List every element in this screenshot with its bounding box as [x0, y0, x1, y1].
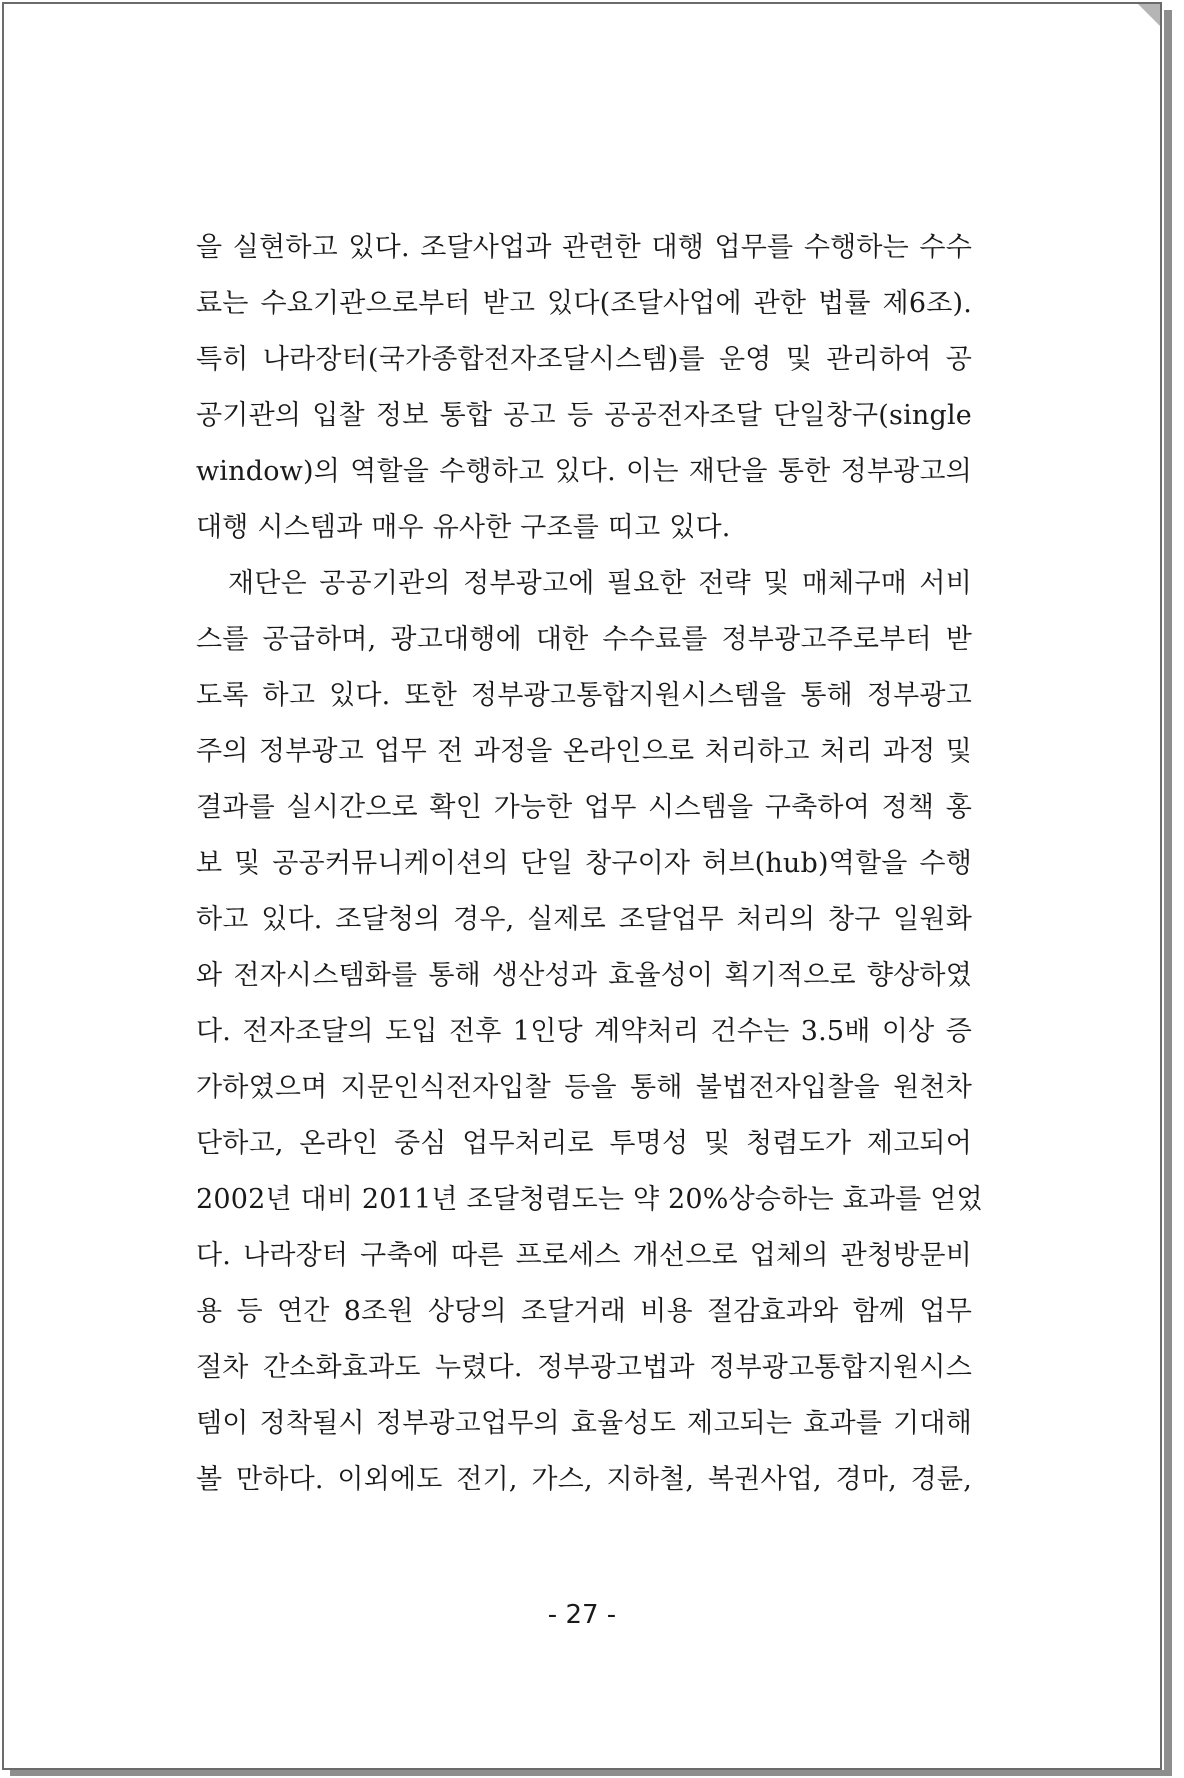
text-line: 템이 정착될시 정부광고업무의 효율성도 제고되는 효과를 기대해: [196, 1408, 972, 1439]
text-line: 보 및 공공커뮤니케이션의 단일 창구이자 허브(hub)역할을 수행: [196, 848, 972, 879]
text-line: 결과를 실시간으로 확인 가능한 업무 시스템을 구축하여 정책 홍: [196, 792, 972, 823]
text-line: 단하고, 온라인 중심 업무처리로 투명성 및 청렴도가 제고되어: [196, 1128, 972, 1159]
text-line: 가하였으며 지문인식전자입찰 등을 통해 불법전자입찰을 원천차: [196, 1072, 972, 1103]
paragraph-1: [196, 220, 972, 556]
text-line: 특히 나라장터(국가종합전자조달시스템)를 운영 및 관리하여 공: [196, 344, 972, 375]
page-number: - 27 -: [547, 1600, 617, 1630]
text-line: 다. 전자조달의 도입 전후 1인당 계약처리 건수는 3.5배 이상 증: [196, 1016, 972, 1047]
page-shadow-bottom: [10, 1770, 1172, 1776]
page-fold-corner: [1138, 4, 1160, 26]
text-line: 공기관의 입찰 정보 통합 공고 등 공공전자조달 단일창구(single: [196, 400, 972, 431]
text-line: 와 전자시스템화를 통해 생산성과 효율성이 획기적으로 향상하였: [196, 960, 972, 991]
text-line: 을 실현하고 있다. 조달사업과 관련한 대행 업무를 수행하는 수수: [196, 232, 972, 263]
text-line: 도록 하고 있다. 또한 정부광고통합지원시스템을 통해 정부광고: [196, 680, 972, 711]
text-line: 재단은 공공기관의 정부광고에 필요한 전략 및 매체구매 서비: [228, 568, 972, 599]
paragraph-2: [196, 556, 983, 1508]
text-line: 대행 시스템과 매우 유사한 구조를 띠고 있다.: [196, 512, 731, 543]
text-line: 2002년 대비 2011년 조달청렴도는 약 20%상승하는 효과를 얻었: [196, 1184, 983, 1215]
text-line: window)의 역할을 수행하고 있다. 이는 재단을 통한 정부광고의: [196, 456, 972, 487]
text-line: 스를 공급하며, 광고대행에 대한 수수료를 정부광고주로부터 받: [196, 624, 972, 655]
page-shadow-right: [1164, 10, 1172, 1776]
text-line: 하고 있다. 조달청의 경우, 실제로 조달업무 처리의 창구 일원화: [196, 904, 972, 935]
body-text: [196, 220, 983, 1508]
text-line: 볼 만하다. 이외에도 전기, 가스, 지하철, 복권사업, 경마, 경륜,: [196, 1464, 972, 1495]
text-line: 용 등 연간 8조원 상당의 조달거래 비용 절감효과와 함께 업무: [196, 1296, 972, 1327]
text-line: 다. 나라장터 구축에 따른 프로세스 개선으로 업체의 관청방문비: [196, 1240, 972, 1271]
text-line: 주의 정부광고 업무 전 과정을 온라인으로 처리하고 처리 과정 및: [196, 736, 972, 767]
text-line: 료는 수요기관으로부터 받고 있다(조달사업에 관한 법률 제6조).: [196, 288, 972, 319]
text-line: 절차 간소화효과도 누렸다. 정부광고법과 정부광고통합지원시스: [196, 1352, 972, 1383]
